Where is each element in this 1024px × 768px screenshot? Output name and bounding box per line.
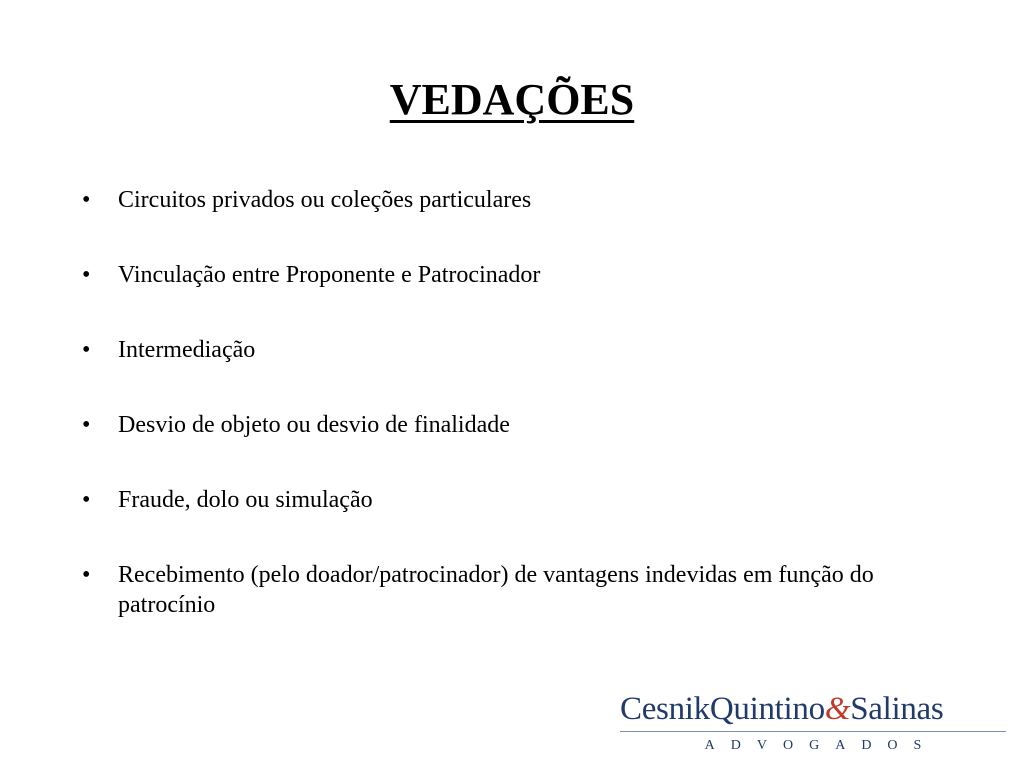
firm-logo-subtitle: ADVOGADOS [704,738,938,753]
bullet-item [82,485,932,515]
bullet-item [82,260,932,290]
slide-title-text: VEDAÇÕES [389,75,635,124]
bullet-list [82,185,932,665]
bullet-item [82,410,932,440]
bullet-item [82,335,932,365]
firm-logo [620,690,1006,756]
bullet-text: Fraude, dolo ou simulação [118,487,373,513]
bullet-icon: • [82,337,91,363]
bullet-text: Circuitos privados ou coleções particulares [118,187,532,213]
bullet-icon: • [82,412,91,438]
bullet-text: Desvio de objeto ou desvio de finalidade [118,412,510,438]
bullet-text: Recebimento (pelo doador/patrocinador) de vantagens indevidas em função do patrocínio [118,562,874,618]
bullet-text: Intermediação [118,337,256,363]
slide-title [0,70,1024,130]
firm-logo-rule [620,731,1006,732]
bullet-text: Vinculação entre Proponente e Patrocinador [118,262,541,288]
bullet-icon: • [82,262,91,288]
firm-logo-ampersand: & [824,691,851,727]
firm-logo-name [620,690,1006,728]
bullet-item [82,560,932,620]
bullet-icon: • [82,487,91,513]
bullet-icon: • [82,562,91,588]
bullet-icon: • [82,187,91,213]
bullet-item [82,185,932,215]
firm-logo-name-part1: CesnikQuintino [620,691,825,727]
firm-logo-name-part2: Salinas [850,691,944,727]
